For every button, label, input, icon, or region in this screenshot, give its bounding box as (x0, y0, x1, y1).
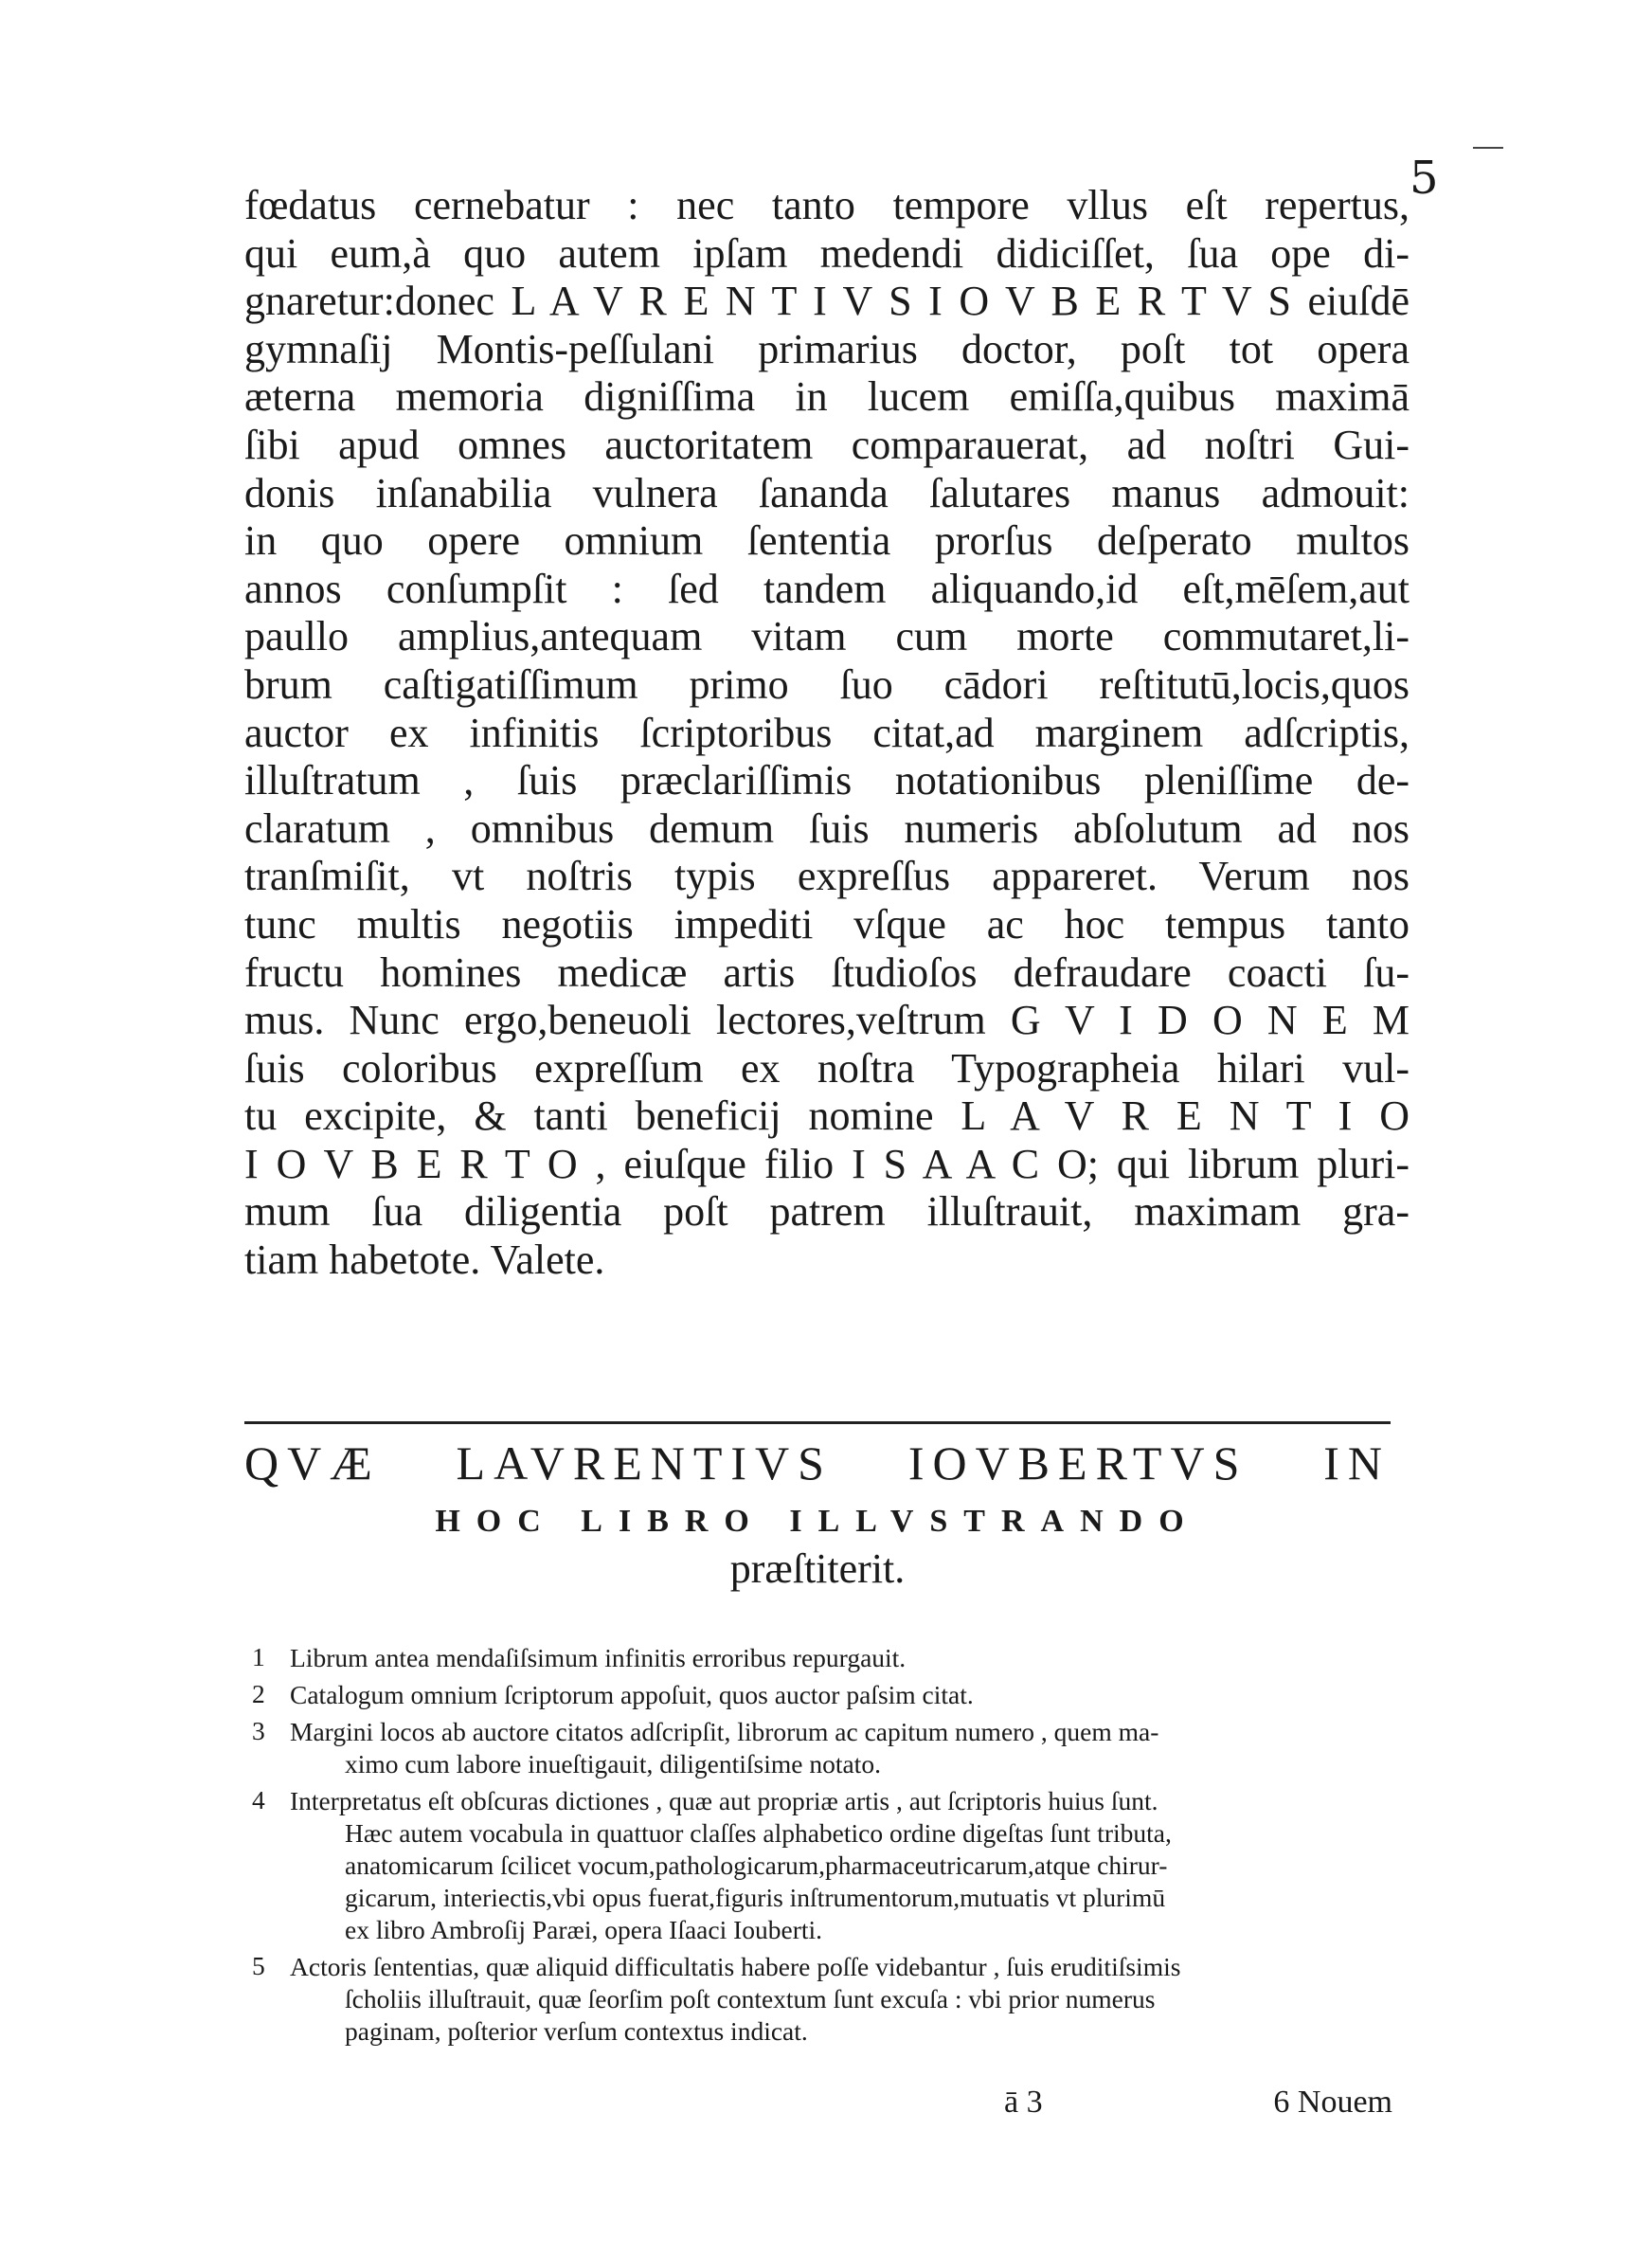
signature-mark: ā 3 (1004, 2085, 1043, 2120)
body-line: annos conſumpſit : ſed tandem aliquando,id eſt,mēſem,aut (244, 565, 1410, 612)
body-line: ſuis coloribus expreſſum ex noſtra Typographeia hilari vul- (244, 1044, 1410, 1092)
body-line: fœdatus cernebatur : nec tanto tempore vllus eſt repertus, (244, 182, 1410, 228)
list-item-number: 3 (252, 1716, 265, 1745)
body-line: tunc multis negotiis impediti vſque ac hoc tempus tanto (244, 900, 1410, 948)
page-number: 5 (1410, 152, 1439, 205)
catchword: 6 Nouem (1273, 2085, 1392, 2120)
list-item-line: ximo cum labore inueſtigauit, diligentiſsime notato. (345, 1749, 881, 1779)
body-line: fructu homines medicæ artis ſtudioſos defraudare coacti ſu- (244, 948, 1410, 996)
list-item (244, 1716, 1400, 1780)
list-item-line: ex libro Ambroſij Paræi, opera Iſaaci Iouberti. (345, 1915, 823, 1944)
body-line: illuſtratum , ſuis præclariſſimis notationibus pleniſſime de- (244, 757, 1410, 804)
list-item-line: ſcholiis illuſtrauit, quæ ſeorſim poſt contextum ſunt excuſa : vbi prior numerus (345, 1984, 1156, 2013)
list-item-number: 5 (252, 1951, 265, 1980)
body-line: tu excipite, & tanti beneficij nomine L A V R E N T I O (244, 1092, 1410, 1140)
body-line: æterna memoria digniſſima in lucem emiſſa,quibus maximā (244, 373, 1410, 421)
body-line: claratum , omnibus demum ſuis numeris abſolutum ad nos (244, 804, 1410, 852)
section-heading-line1: QVÆ LAVRENTIVS IOVBERTVS IN (244, 1436, 1391, 1490)
body-line: gnaretur:donec L A V R E N T I V S I O V B E R T V S eiuſdē (244, 278, 1410, 325)
body-line: I O V B E R T O , eiuſque filio I S A A C O; qui librum pluri- (244, 1140, 1410, 1187)
list-item-line: Actoris ſententias, quæ aliquid difficultatis habere poſſe videbantur , ſuis eruditiſsimis (290, 1952, 1181, 1981)
list-item-line: paginam, poſterior verſum contextus indicat. (345, 2016, 808, 2046)
list-item (244, 1679, 1400, 1711)
list-item (244, 1642, 1400, 1674)
body-line: auctor ex infinitis ſcriptoribus citat,ad marginem adſcriptis, (244, 709, 1410, 756)
list-item (244, 1785, 1400, 1946)
body-line: brum caſtigatiſſimum primo ſuo cādori reſtitutū,locis,quos (244, 660, 1410, 708)
body-line: tranſmiſit, vt noſtris typis expreſſus appareret. Verum nos (244, 853, 1410, 900)
margin-mark (1473, 147, 1503, 149)
list-item-number: 1 (252, 1642, 265, 1671)
body-line: in quo opere omnium ſententia prorſus deſperato multos (244, 517, 1410, 565)
list-item-line: gicarum, interiectis,vbi opus fuerat,figuris inſtrumentorum,mutuatis vt plurimū (345, 1883, 1166, 1912)
list-item-line: Interpretatus eſt obſcuras dictiones , quæ aut propriæ artis , aut ſcriptoris huius ſunt. (290, 1786, 1158, 1815)
list-item-line: Catalogum omnium ſcriptorum appoſuit, quos auctor paſsim citat. (290, 1680, 974, 1709)
body-line: mus. Nunc ergo,beneuoli lectores,veſtrum G V I D O N E M (244, 997, 1410, 1044)
contributions-list (244, 1642, 1400, 2052)
section-heading-line2: HOC LIBRO ILLVSTRANDO (435, 1504, 1200, 1539)
body-line: tiam habetote. Valete. (244, 1237, 605, 1284)
body-line: ſibi apud omnes auctoritatem comparauerat, ad noſtri Gui- (244, 421, 1410, 468)
list-item-number: 2 (252, 1679, 265, 1708)
section-rule (244, 1421, 1391, 1424)
list-item-line: anatomicarum ſcilicet vocum,pathologicarum,pharmaceutricarum,atque chirur- (345, 1851, 1168, 1880)
list-item-line: Librum antea mendaſiſsimum infinitis erroribus repurgauit. (290, 1643, 907, 1672)
preface-body (244, 182, 1410, 1285)
list-item-number: 4 (252, 1785, 265, 1815)
body-line: qui eum,à quo autem ipſam medendi didiciſſet, ſua ope di- (244, 229, 1410, 277)
body-line: gymnaſij Montis-peſſulani primarius doctor, poſt tot opera (244, 325, 1410, 372)
list-item-line: Margini locos ab auctore citatos adſcripſit, librorum ac capitum numero , quem ma- (290, 1717, 1159, 1746)
body-line: paullo amplius,antequam vitam cum morte commutaret,li- (244, 613, 1410, 660)
list-gap (244, 2048, 1400, 2052)
list-item-line: Hæc autem vocabula in quattuor claſſes alphabetico ordine digeſtas ſunt tributa, (345, 1818, 1172, 1848)
body-line: mum ſua diligentia poſt patrem illuſtrauit, maximam gra- (244, 1188, 1410, 1236)
body-line: donis inſanabilia vulnera ſananda ſalutares manus admouit: (244, 469, 1410, 516)
section-heading-line3: præſtiterit. (729, 1545, 906, 1592)
list-item (244, 1951, 1400, 2048)
